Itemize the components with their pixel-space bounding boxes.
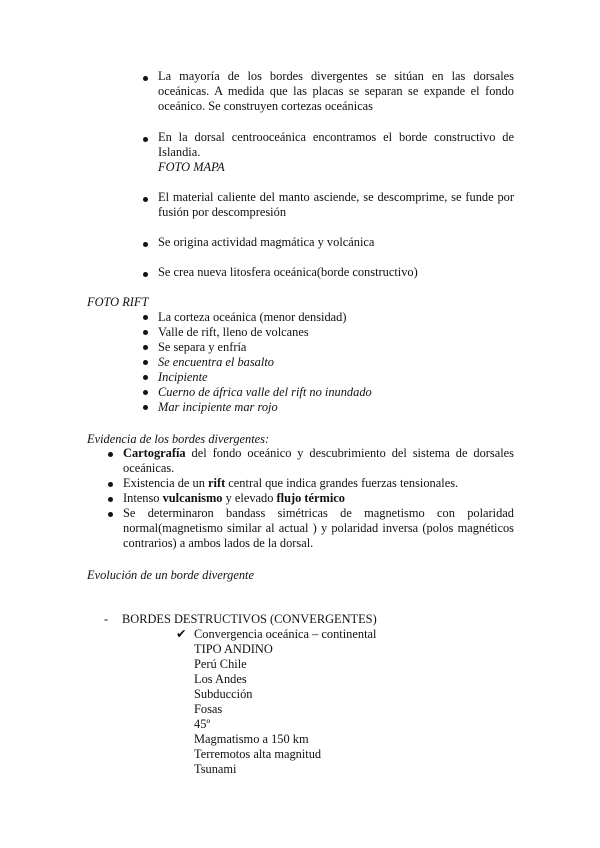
bullet (108, 452, 113, 457)
rift-list (143, 310, 523, 415)
bullet (143, 242, 148, 247)
paragraph-lithosphere: Se crea nueva litosfera oceánica(borde constructivo) (158, 265, 418, 279)
list-item: Se encuentra el basalto (143, 355, 523, 370)
evidence-item-volcanism: Intenso vulcanismo y elevado flujo térmico (123, 491, 345, 505)
bullet (108, 497, 113, 502)
evidence-item-rift: Existencia de un rift central que indica grandes fuerzas tensionales. (123, 476, 459, 490)
list-item: Perú Chile (194, 657, 247, 671)
paragraph-mantle: El material caliente del manto asciende, se descomprime, se funde por fusión por descompresión (158, 190, 514, 219)
evidence-item-cartography: Cartografía del fondo oceánico y descubrimiento del sistema de dorsales oceánicas. (123, 446, 514, 475)
list-item: TIPO ANDINO (194, 642, 273, 656)
bullet (143, 272, 148, 277)
note-foto-mapa: FOTO MAPA (158, 160, 225, 174)
sub-heading-convergence: Convergencia oceánica – continental (194, 627, 377, 641)
paragraph-magmatic: Se origina actividad magmática y volcánica (158, 235, 375, 249)
list-item: Subducción (194, 687, 253, 701)
check-icon: ✔ (176, 627, 187, 641)
bullet (143, 197, 148, 202)
andean-list (194, 642, 321, 777)
list-item: Fosas (194, 702, 223, 716)
bullet (143, 137, 148, 142)
list-item: 45º (194, 717, 211, 731)
heading-evolution: Evolución de un borde divergente (87, 568, 254, 582)
paragraph-iceland: En la dorsal centrooceánica encontramos el borde constructivo de Islandia. (158, 130, 514, 159)
list-item: Incipiente (143, 370, 523, 385)
bullet (143, 76, 148, 81)
list-item: Magmatismo a 150 km (194, 732, 309, 746)
paragraph-divergent-borders: La mayoría de los bordes divergentes se sitúan en las dorsales oceánicas. A medida que las placas se separan se expande el fondo oceánico. Se construyen cortezas oceánicas (158, 69, 514, 113)
heading-destructive: BORDES DESTRUCTIVOS (CONVERGENTES) (122, 612, 377, 626)
heading-foto-rift: FOTO RIFT (87, 295, 149, 309)
list-item: Terremotos alta magnitud (194, 747, 322, 761)
dash-marker: - (104, 612, 109, 626)
list-item: Los Andes (194, 672, 247, 686)
list-item: Tsunami (194, 762, 237, 776)
heading-evidence: Evidencia de los bordes divergentes: (87, 432, 270, 446)
list-item: Se separa y enfría (143, 340, 523, 355)
list-item: Valle de rift, lleno de volcanes (143, 325, 523, 340)
list-item: Mar incipiente mar rojo (143, 400, 523, 415)
bullet (108, 482, 113, 487)
list-item: La corteza oceánica (menor densidad) (143, 310, 523, 325)
list-item: Cuerno de áfrica valle del rift no inundado (143, 385, 523, 400)
evidence-item-magnetism: Se determinaron bandass simétricas de magnetismo con polaridad normal(magnetismo similar al actual ) y polaridad inversa (polos magnéticos contrarios) a ambos lados de la dorsal. (123, 506, 514, 550)
bullet (108, 512, 113, 517)
